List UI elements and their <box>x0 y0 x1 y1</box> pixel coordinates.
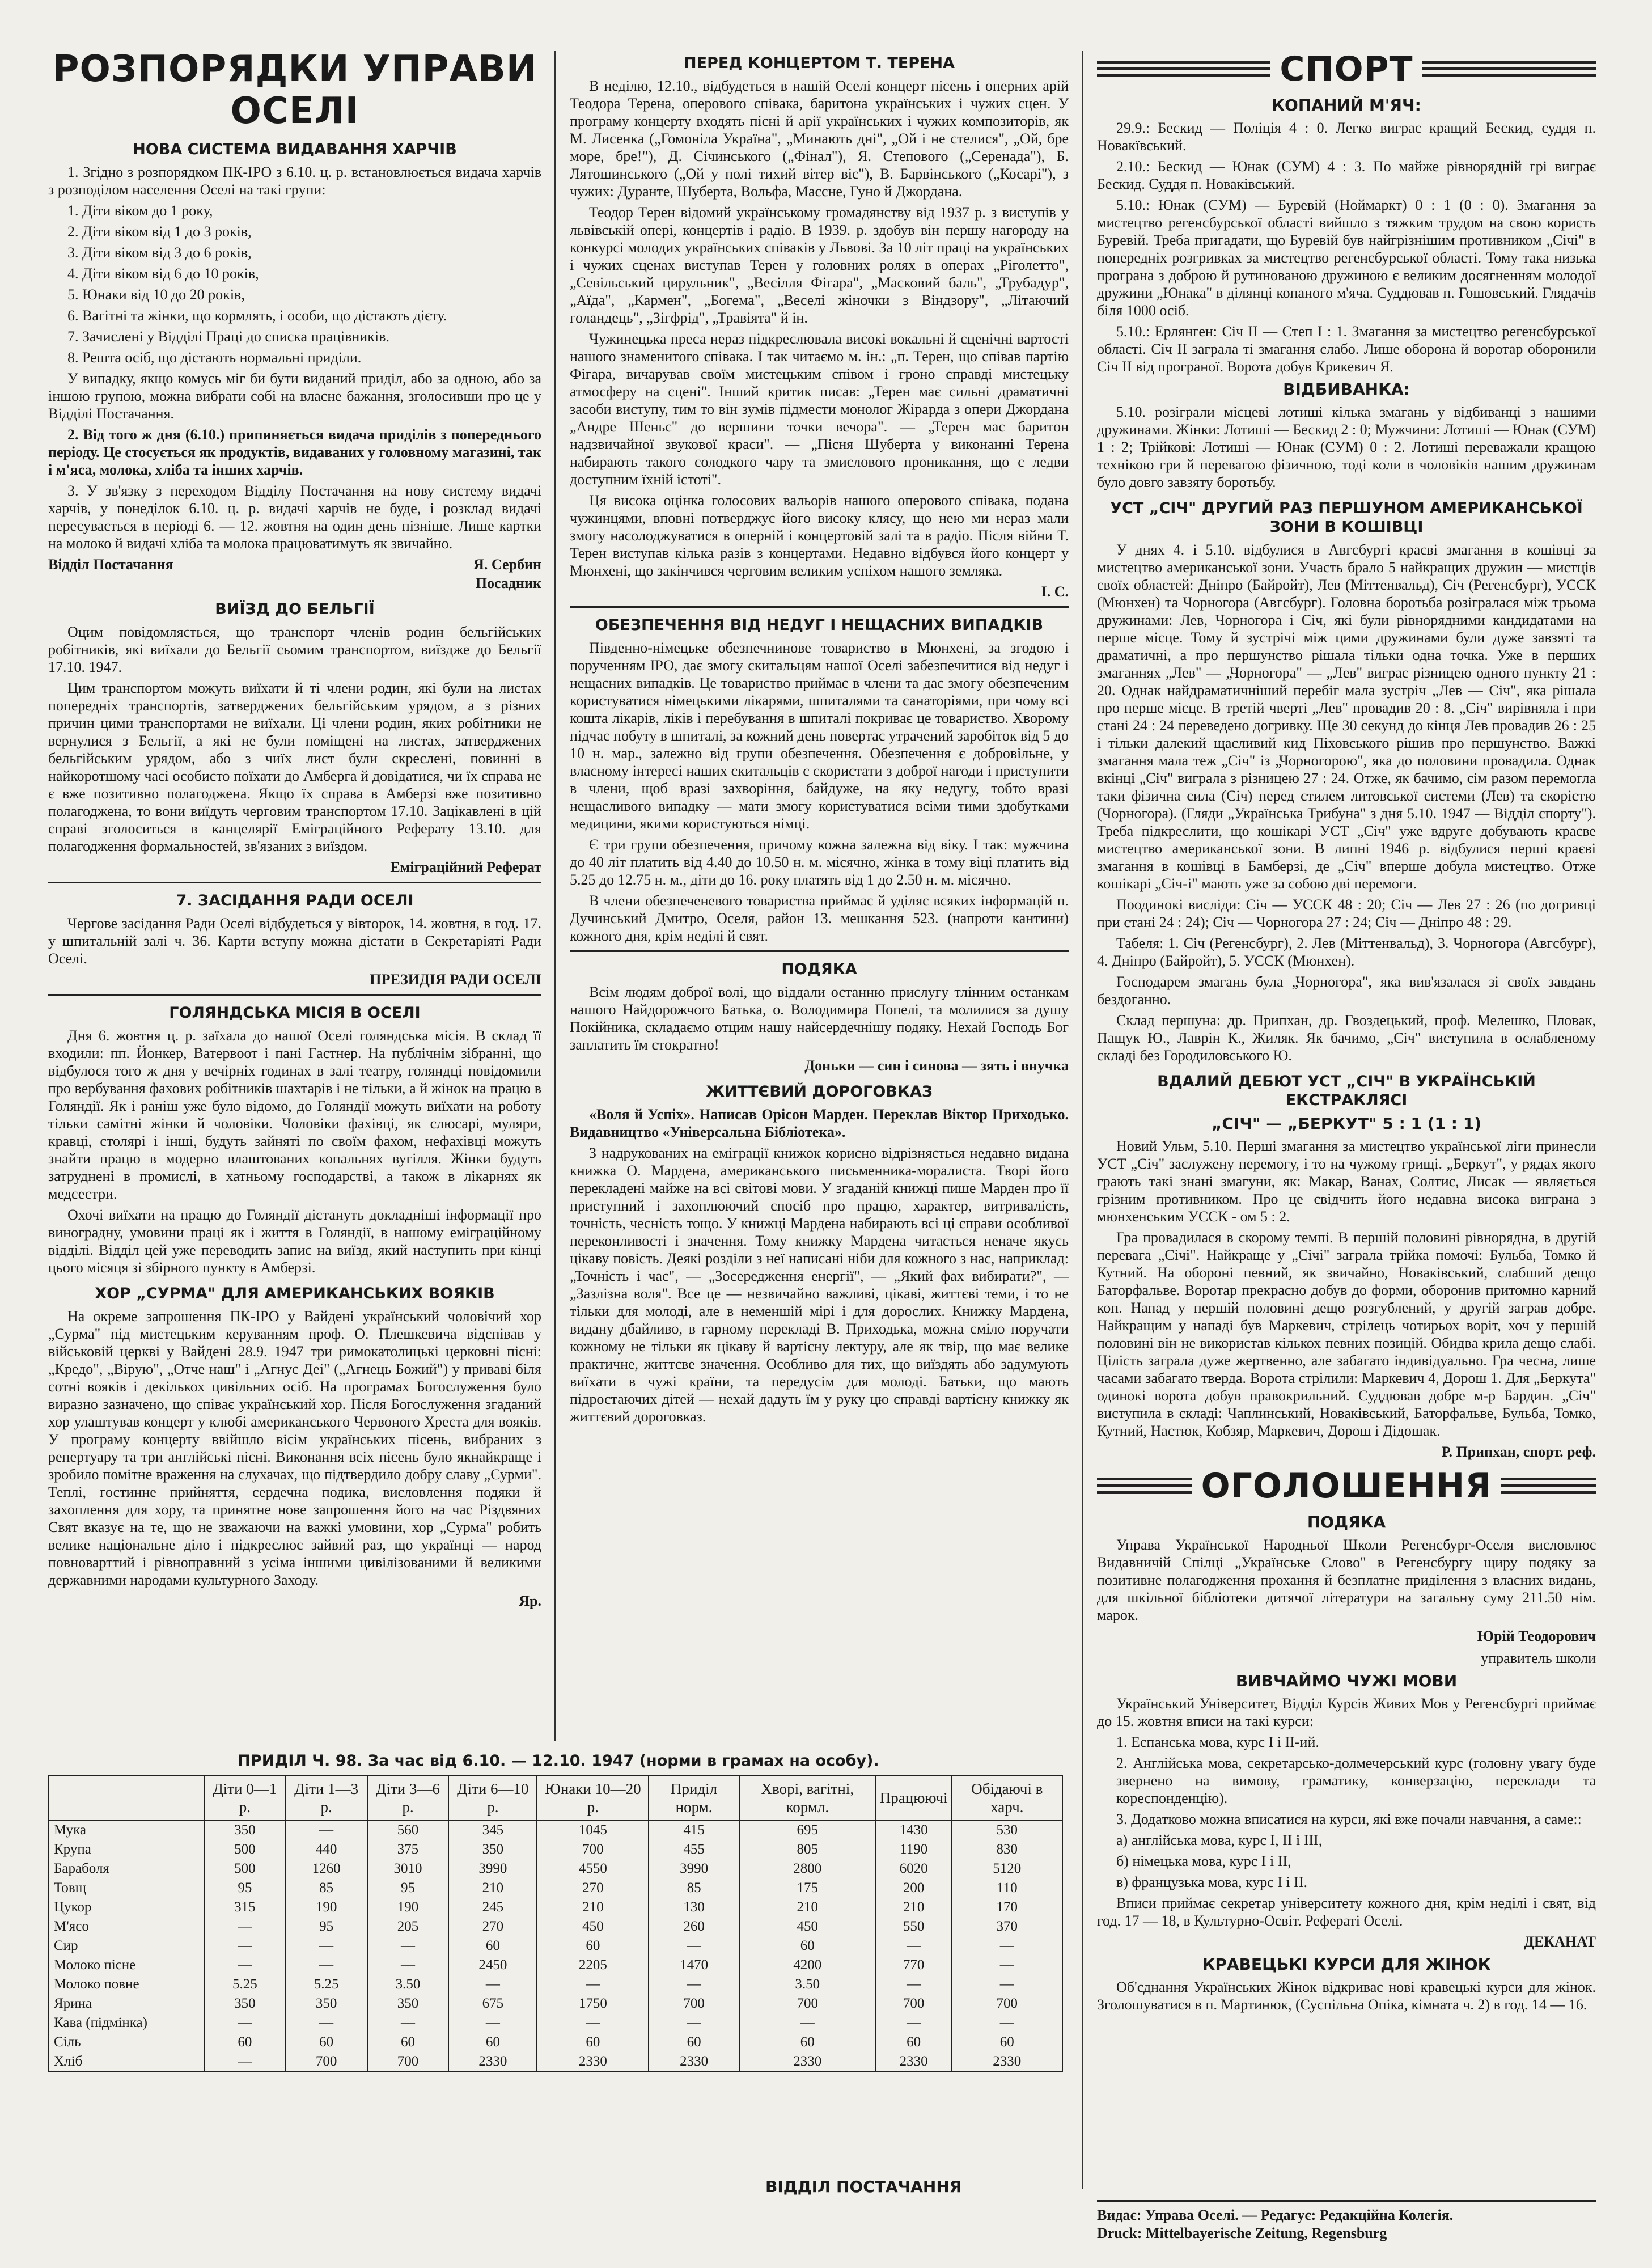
table-cell: 415 <box>649 1820 739 1840</box>
table-cell: 2450 <box>448 1956 537 1975</box>
food-group: 7. Зачислені у Відділі Праці до списка працівників. <box>67 328 389 345</box>
food-group: 5. Юнаки від 10 до 20 років, <box>67 286 245 303</box>
table-row-label: Кава (підмінка) <box>49 2013 204 2033</box>
sport-title: СПОРТ <box>1280 49 1413 89</box>
masthead-title: РОЗПОРЯДКИ УПРАВИ ОСЕЛІ <box>52 48 537 132</box>
table-cell: 95 <box>367 1878 449 1898</box>
table-cell: 350 <box>448 1840 537 1859</box>
table-cell: — <box>876 2013 952 2033</box>
table-cell: 450 <box>739 1917 876 1936</box>
table-cell: 350 <box>286 1994 367 2013</box>
table-header: Обідаючі в харч. <box>952 1776 1062 1820</box>
table-cell: 675 <box>448 1994 537 2013</box>
printer-line: Druck: Mittelbayerische Zeitung, Regensburg <box>1097 2225 1387 2241</box>
table-cell: 700 <box>952 1994 1062 2013</box>
table-cell: 210 <box>739 1898 876 1917</box>
table-cell: 190 <box>286 1898 367 1917</box>
dutch-paragraph: Охочі виїхати на працю до Голяндії дістануть докладніші інформації про виноградну, умовини праці як і життя в Голяндії, в нашому еміграційному відділі. Відділ цей уже переводить запис на виїзд, який наступить при кінці цього місяця зі збірного пункту в Амберзі. <box>48 1207 541 1276</box>
languages-paragraph: Вписи приймає секретар університету кожного дня, крім неділі і свят, від год. 17 — 18, в Культурно-Освіт. Рефераті Оселі. <box>1097 1895 1596 1929</box>
languages-title: ВИВЧАЙМО ЧУЖІ МОВИ <box>1235 1672 1458 1690</box>
table-cell: 695 <box>739 1820 876 1840</box>
table-cell: 5120 <box>952 1859 1062 1878</box>
table-row <box>49 1917 1062 1936</box>
school-signature: Юрій Теодорович <box>1477 1628 1596 1644</box>
school-thanks-title: ПОДЯКА <box>1307 1513 1386 1531</box>
table-row <box>49 1956 1062 1975</box>
table-row <box>49 1975 1062 1994</box>
table-cell: 350 <box>204 1994 286 2013</box>
table-cell: 270 <box>537 1878 649 1898</box>
table-cell: 260 <box>649 1917 739 1936</box>
book-title: ЖИТТЄВИЙ ДОРОГОВКАЗ <box>705 1083 933 1101</box>
table-cell: 2330 <box>448 2052 537 2072</box>
concert-title: ПЕРЕД КОНЦЕРТОМ Т. ТЕРЕНА <box>684 54 955 72</box>
table-cell: 60 <box>286 2033 367 2052</box>
table-cell: 350 <box>204 1820 286 1840</box>
table-row-label: Хліб <box>49 2052 204 2072</box>
table-cell: 60 <box>448 1936 537 1956</box>
concert-paragraph: Чужинецька преса нераз підкреслювала високі вокальні й сценічні вартості нашого знаменитого співака. І так читаємо м. ін.: „п. Терен, що співав партію Фігара, вичарував своїм мистецьким співом і гроно справді мистецьку атмосферу на сцені". Інший критик писав: „Терен має сильні драматичні засоби виступу, тим то він зумів підмести монолог Жірарда з опери Джордана „Андре Шеньє" до вершини точки вечора". — „Терен має баритон надзвичайної звукової краси". — „Пісня Шуберта у виконанні Терена набирають такого солодкого чару та змислового проникання, що є ледви доступним їхній істоті". <box>570 331 1069 488</box>
table-cell: — <box>739 2013 876 2033</box>
belgium-signature: Еміграційний Реферат <box>390 859 541 875</box>
table-cell: — <box>204 1917 286 1936</box>
choir-paragraph: На окреме запрошення ПК-ІРО у Вайдені український чоловічий хор „Сурма" під мистецьким керуванням проф. О. Плешкевича відспівав у військовій церкві у Вайдені 28.9. 1947 три римокатолицькі церковні пісні: „Кредо", „Вірую", „Отче наш" і „Агнус Деі" („Агнець Божий") у приваві біля сотні вояків і декількох цивільних осіб. На програмах Богослуження було виразно зазначено, що співає український хор. Після Богослуження згаданий хор улаштував концерт у клюбі американського Червоного Хреста для вояків. У програму концерту ввійшло вісім українських пісень, вибраних з репертуару та три англійські пісні. Виконання всіх пісень було якнайкраще і зробило помітне враження на слухачах, що підтвердило добру славу „Сурми". Теплі, гостинне прийняття, сердечна подика, висловлення подяки й захоплення для хору, та принятне нове запрошення його на час Різдвяних Свят вказує на те, що не зважаючи на важкі умовини, хор „Сурма" робить велике національне діло і підкреслює зайвий раз, що українці — народ повноварттий і рівноправний з усіма іншими цивілізованими й великими державними народами культурного Заходу. <box>48 1308 541 1588</box>
table-cell: 210 <box>537 1898 649 1917</box>
sich-paragraph: Склад першуна: др. Припхан, др. Гвоздецький, проф. Мелешко, Пловак, Пащук Ю., Лаврін К., Жиляк. Як бачимо, „Січ" виступила в ослабленому складі без Городиловського Ю. <box>1097 1012 1596 1064</box>
table-cell: — <box>952 1975 1062 1994</box>
table-row <box>49 1820 1062 1840</box>
ration-table-body <box>49 1820 1062 2072</box>
divider <box>570 606 1069 608</box>
table-cell: 110 <box>952 1878 1062 1898</box>
insurance-title: ОБЕЗПЕЧЕННЯ ВІД НЕДУГ І НЕЩАСНИХ ВИПАДКІВ <box>595 616 1044 634</box>
concert-signature: І. С. <box>1041 583 1069 600</box>
school-thanks-paragraph: Управа Української Народньої Школи Регенсбург-Оселя висловлює Видавничій Спілці „Українське Слово" в Регенсбургу щиру подяку за позитивне полагодження прохання й безплатне приділення з власних видань, для шкільної бібліотеки дитячої літератури на загальну суму 211.50 нім. марок. <box>1097 1537 1596 1623</box>
table-cell: 2205 <box>537 1956 649 1975</box>
table-cell: — <box>952 1936 1062 1956</box>
thanks-title: ПОДЯКА <box>781 960 857 978</box>
table-cell: 5.25 <box>286 1975 367 1994</box>
thanks-signature: Доньки — син і синова — зять і внучка <box>804 1057 1069 1074</box>
table-cell: 770 <box>876 1956 952 1975</box>
table-cell: — <box>204 1956 286 1975</box>
table-cell: 205 <box>367 1917 449 1936</box>
food-group: 3. Діти віком від 3 до 6 років, <box>67 244 252 261</box>
football-result: 5.10.: Ерлянген: Січ II — Степ I : 1. Змагання за мистецтво регенсбурської області. Січ II заграла ті змагання слабо. Лише оборона й воротар оборонили Січ II від програної. Ворота добув Крикевич Я. <box>1097 323 1596 375</box>
language-course: 1. Еспанська мова, курс I і II-ий. <box>1116 1734 1319 1750</box>
publisher-line: Видає: Управа Оселі. — Редагує: Редакційна Колегія. <box>1097 2207 1454 2223</box>
sich-paragraph: Поодинокі висліди: Січ — УССК 48 : 20; Січ — Лев 27 : 26 (по догривці при стані 24 : 24); Січ — Чорногора 27 : 24; Січ — Дніпро 48 : 29. <box>1097 896 1596 930</box>
column-divider <box>1082 51 1083 2189</box>
table-row-label: Ярина <box>49 1994 204 2013</box>
column-left <box>48 48 541 1614</box>
food-title: НОВА СИСТЕМА ВИДАВАННЯ ХАРЧІВ <box>133 141 457 158</box>
table-cell: 85 <box>649 1878 739 1898</box>
table-cell: 440 <box>286 1840 367 1859</box>
sich-paragraph: Господарем змагань була „Чорногора", яка вив'язалася зі своїх завдань бездоганно. <box>1097 974 1596 1008</box>
table-cell: 6020 <box>876 1859 952 1878</box>
table-row-label: Мука <box>49 1820 204 1840</box>
food-signature-title: Посадник <box>475 575 541 591</box>
food-group: 6. Вагітні та жінки, що кормлять, і особи, що дістають дієту. <box>67 307 447 324</box>
table-cell: 60 <box>448 2033 537 2052</box>
food-groups <box>48 202 541 366</box>
volleyball-paragraph: 5.10. розіграли місцеві лотиші кілька змагань у відбиванці з нашими дружинами. Жінки: Лотиші — Бескид 2 : 0; Мужчини: Лотиші — Юнак (СУМ) 1 : 2; Трійкові: Лотиші — Юнак (СУМ) 0 : 2. Лотиші переважали кращою технікою гри й перевагою фізичною, тоді коли в чоловіків нашим дружинам було довго завзяту боротьбу. <box>1097 404 1596 490</box>
table-cell: 2330 <box>649 2052 739 2072</box>
language-course: б) німецька мова, курс I і II, <box>1116 1853 1291 1869</box>
table-cell: 2330 <box>876 2052 952 2072</box>
table-row <box>49 2033 1062 2052</box>
council-title: 7. ЗАСІДАННЯ РАДИ ОСЕЛІ <box>176 892 414 909</box>
table-row <box>49 1936 1062 1956</box>
table-cell: 700 <box>537 1840 649 1859</box>
table-row <box>49 1994 1062 2013</box>
insurance-paragraph: Південно-німецьке обезпечнинове товариство в Мюнхені, за згодою і порученням ІРО, дає змогу скитальцям нашої Оселі забезпечитися від недуг і нещасних випадків. Це товариство приймає в члени та дає змогу обезпеченим користуватися німецькими лікарями, шпиталями та санаторіями, при чому всі кошта лікарів, ліків і перебування в шпиталі покриває це товариство. Хворому підчас побуту в шпиталі, за кожний день повертає утрачений заробіток від 5 до 10 н. мар., залежно від групи обезпечення. Обезпечення є добровільне, у власному інтересі наших скитальців є скористати з доброї нагоди і приступити в члени, щоб вразі захворіння, байдуже, на яку недугу, тобто вразі нещасливого випадку — мати змогу користуватися всіми тими здобутками медицини, якими користуються німці. <box>570 640 1069 832</box>
food-intro: 1. Згідно з розпорядком ПК-ІРО з 6.10. ц. р. встановлюється видача харчів з розподілом населення Оселі на такі групи: <box>48 164 541 198</box>
publisher-footer <box>1097 2200 1596 2242</box>
table-cell: 455 <box>649 1840 739 1859</box>
table-cell: 2800 <box>739 1859 876 1878</box>
belgium-title: ВИЇЗД ДО БЕЛЬГІЇ <box>215 600 375 618</box>
table-cell: 60 <box>537 1936 649 1956</box>
table-row-label: Сіль <box>49 2033 204 2052</box>
table-cell: — <box>537 1975 649 1994</box>
language-course: в) французька мова, курс I і II. <box>1116 1874 1307 1890</box>
divider <box>48 994 541 996</box>
table-header: Діти 6—10 р. <box>448 1776 537 1820</box>
table-cell: 60 <box>876 2033 952 2052</box>
table-cell: — <box>649 1975 739 1994</box>
insurance-paragraph: Є три групи обезпечення, причому кожна залежна від віку. І так: мужчина до 40 літ платить від 4.40 до 10.50 н. м. місячно, жінка в тому віці платить від 5.25 до 12.75 н. м., діти до 16. року платять від 1 до 2.50 н. м. місячно. <box>570 836 1069 888</box>
ads-header <box>1097 1465 1596 1507</box>
table-cell: 700 <box>739 1994 876 2013</box>
tailor-title: КРАВЕЦЬКІ КУРСИ ДЛЯ ЖІНОК <box>1202 1955 1491 1974</box>
table-cell: 1750 <box>537 1994 649 2013</box>
table-cell: 345 <box>448 1820 537 1840</box>
table-cell: — <box>367 1936 449 1956</box>
table-cell: 95 <box>204 1878 286 1898</box>
table-row-label: Товщ <box>49 1878 204 1898</box>
school-signature-title: управитель школи <box>1481 1650 1596 1666</box>
table-cell: — <box>537 2013 649 2033</box>
book-paragraph: З надрукованих на еміграції книжок корисно відрізняється недавно видана книжка О. Мардена, американського письменника-моралиста. Творі його перекладені майже на всі світові мови. У згаданій книжці пише Марден про її приступний і захоплюючий спосіб про працю, характер, витривалість, точність, чесність тощо. У книжці Мардена набирають всі ці справи особливої переконливості і значення. Тому книжку Мардена читається неначе якусь цікаву повість. Деякі розділи з неї написані ніби для кожного з нас, наприклад: „Точність і час", — „Зосередження енергії", — „Який фах вибирати?", — „Зазлізна воля". Все це — незвичайно важливі, цікаві, життєві теми, і то не тільки для молоді, але в неменшій мірі і для дорослих. Книжку Мардена, видану дбайливо, в гарному перекладі В. Приходька, можна сміло поручати кожному не тільки як цікаву й вартісну лектуру, але як твір, що має велике практичне, життєве значення. Особливо для тих, що виїздять або задумують виїхати в чужі країни, та передусім для молоді. Батьки, що мають підростаючих дітей — нехай дадуть їм у руку цю справді вартісну книжку як життєвий дороговказ. <box>570 1145 1069 1425</box>
berkut-paragraph: Гра провадилася в скорому темпі. В першій половині рівнорядна, в другій перевага „Січі". Найкраще у „Січі" заграла трійка помочі: Бульба, Томко й Кутний. На обороні певний, як звичайно, Новаківський, слабший дещо Баторфальве. Воротар прекрасно добув до форми, оборонив притомно карний коп. Напад у першій половині дещо розгублений, у другій заграв добре. Найкращим у нападі був Маркевич, стрілець чотирьох воріт, хоч у першій половині він не використав кількох певних позицій. Обидва крила дещо слабі. Цілість заграла дуже жертвенно, але забагато індивідуально. Гра чесна, лише часами забагато тверда. Ворота стрілили: Маркевич 4, Дорош 1. Для „Беркута" одинокі ворота добув правокрильний. Суддював добре м-р Бардин. „Січ" виступила в складі: Чаплинський, Новаківський, Баторфальве, Бульба, Томко, Кутний, Настюк, Кобзяр, Маркевич, Дорош і Дідошак. <box>1097 1229 1596 1439</box>
volleyball-title: ВІДБИВАНКА: <box>1283 380 1410 399</box>
table-cell: 85 <box>286 1878 367 1898</box>
football-result: 2.10.: Бескид — Юнак (СУМ) 4 : 3. По майже рівнорядній грі виграє Бескид. Суддя п. Новаківський. <box>1097 158 1596 192</box>
table-row <box>49 1859 1062 1878</box>
table-cell: 270 <box>448 1917 537 1936</box>
language-course: а) англійська мова, курс I, II і III, <box>1116 1832 1323 1848</box>
table-cell: 210 <box>876 1898 952 1917</box>
table-row <box>49 1898 1062 1917</box>
insurance-paragraph: В члени обезпеченевого товариства приймає й уділяє всяких інформацій п. Дучинський Дмитро, Оселя, район 13. мешкання 523. (напроти кантини) кожного дня, крім неділі й свят. <box>570 892 1069 944</box>
council-paragraph: Чергове засідання Ради Оселі відбудеться у вівторок, 14. жовтня, в год. 17. у шпитальній залі ч. 36. Карти вступу можна дістати в Секретаріяті Ради Оселі. <box>48 915 541 967</box>
ration-table-title: ПРИДІЛ Ч. 98. За час від 6.10. — 12.10. 1947 (норми в грамах на особу). <box>238 1752 879 1770</box>
table-header: Діти 1—3 р. <box>286 1776 367 1820</box>
table-cell: — <box>367 1956 449 1975</box>
table-row <box>49 2052 1062 2072</box>
table-cell: — <box>204 1936 286 1956</box>
table-cell: 2330 <box>739 2052 876 2072</box>
table-cell: 4200 <box>739 1956 876 1975</box>
table-cell: 350 <box>367 1994 449 2013</box>
column-right <box>1097 48 1596 2017</box>
table-cell: 3990 <box>649 1859 739 1878</box>
food-group: 2. Діти віком від 1 до 3 років, <box>67 223 252 240</box>
food-paragraph: У випадку, якщо комусь міг би бути виданий приділ, або за одною, або за іншою групою, можна вибрати собі на власне бажання, зголосивши про це у Відділі Постачання. <box>48 370 541 422</box>
table-cell: 700 <box>286 2052 367 2072</box>
table-header: Юнаки 10—20 р. <box>537 1776 649 1820</box>
table-row-label: Бараболя <box>49 1859 204 1878</box>
council-signature: ПРЕЗИДІЯ РАДИ ОСЕЛІ <box>370 971 541 988</box>
food-group: 1. Діти віком до 1 року, <box>67 202 213 219</box>
table-header <box>49 1776 204 1820</box>
table-cell: 190 <box>367 1898 449 1917</box>
food-paragraph: 3. У зв'язку з переходом Відділу Постачання на нову систему видачі харчів, у понеділок 6.10. ц. р. видачі харчів не буде, і розклад видачі пересувається в періоді 6. — 12. жовтня на один день пізніше. Лише картки на молоко й видачі хліба та молока працюватимуть як звичайно. <box>48 483 541 552</box>
choir-signature: Яр. <box>519 1593 541 1609</box>
divider <box>570 950 1069 952</box>
table-cell: 700 <box>876 1994 952 2013</box>
table-cell: 60 <box>739 2033 876 2052</box>
table-cell: 3990 <box>448 1859 537 1878</box>
table-row-label: Крупа <box>49 1840 204 1859</box>
table-cell: — <box>952 1956 1062 1975</box>
sport-header <box>1097 48 1596 90</box>
table-cell: 2330 <box>952 2052 1062 2072</box>
tailor-paragraph: Об'єднання Українських Жінок відкриває нові кравецькі курси для жінок. Зголошуватися в п. Мартинюк, (Суспільна Опіка, кімната ч. 2) в год. 14 — 16. <box>1097 1979 1596 2013</box>
concert-paragraph: Ця висока оцінка голосових вальорів нашого оперового співака, подана чужинцями, вповні потверджує його високу клясу, що нею ми нераз мали змогу насолоджуватися в оперній і концертовій залі та в радіо. Після війни Т. Терен виступав кілька разів з концертами. Недавно відбувся його концерт у Мюнхені, що закінчився черговим великим успіхом нашого земляка. <box>570 492 1069 579</box>
berkut-signature: Р. Припхан, спорт. реф. <box>1441 1444 1596 1460</box>
sich-title: УСТ „СІЧ" ДРУГИЙ РАЗ ПЕРШУНОМ АМЕРИКАНСЬКОЇ ЗОНИ В КОШІВЦІ <box>1110 500 1583 536</box>
table-cell: 2330 <box>537 2052 649 2072</box>
football-result: 5.10.: Юнак (СУМ) — Буревій (Ноймаркт) 0 : 1 (0 : 0). Змагання за мистецтво регенсбурської області вийшло з тяжким трудом на свою користь Буревій. Треба пригадати, що Буревій був найгрізнішим противником „Січі" в попередніх розгривках за мистецтво регенсбурської області. Тому така низька програна з доброю й рутинованою дружиною є великим досягненням молодої дружини „Юнака" в ділянці копаного м'яча. Суддював п. Гошовський. Глядачів біля 1000 осіб. <box>1097 197 1596 319</box>
table-cell: 95 <box>286 1917 367 1936</box>
table-cell: — <box>367 2013 449 2033</box>
table-cell: 550 <box>876 1917 952 1936</box>
food-group: 8. Решта осіб, що дістають нормальні приділи. <box>67 349 362 366</box>
ration-table-signature: ВІДДІЛ ПОСТАЧАННЯ <box>765 2177 962 2196</box>
sich-paragraph: Табеля: 1. Січ (Регенсбург), 2. Лев (Міттенвальд), 3. Чорногора (Авгсбург), 4. Дніпро (Байройт), 5. УССК (Мюнхен). <box>1097 935 1596 969</box>
dutch-title: ГОЛЯНДСЬКА МІСІЯ В ОСЕЛІ <box>169 1004 421 1022</box>
table-header: Хворі, вагітні, кормл. <box>739 1776 876 1820</box>
table-cell: 60 <box>649 2033 739 2052</box>
berkut-score: „СІЧ" — „БЕРКУТ" 5 : 1 (1 : 1) <box>1211 1114 1482 1133</box>
book-paragraph: «Воля й Успіх». Написав Орісон Марден. Переклав Віктор Приходько. Видавництво «Універсальна Бібліотека». <box>570 1106 1069 1140</box>
table-row-label: Молоко пісне <box>49 1956 204 1975</box>
table-cell: 370 <box>952 1917 1062 1936</box>
header-rule-decoration <box>1501 1478 1596 1495</box>
table-cell: — <box>204 2052 286 2072</box>
header-rule-decoration <box>1097 61 1270 78</box>
ration-table-section <box>48 1752 1069 2072</box>
table-cell: — <box>876 1936 952 1956</box>
table-cell: 500 <box>204 1840 286 1859</box>
table-cell: 3.50 <box>739 1975 876 1994</box>
table-cell: 60 <box>367 2033 449 2052</box>
table-row <box>49 1878 1062 1898</box>
table-cell: 700 <box>367 2052 449 2072</box>
table-cell: 830 <box>952 1840 1062 1859</box>
table-cell: — <box>649 2013 739 2033</box>
table-header-row <box>49 1776 1062 1820</box>
column-divider <box>554 51 556 1741</box>
table-row-label: Сир <box>49 1936 204 1956</box>
table-cell: 375 <box>367 1840 449 1859</box>
choir-title: ХОР „СУРМА" ДЛЯ АМЕРИКАНСЬКИХ ВОЯКІВ <box>95 1285 495 1302</box>
table-header: Приділ норм. <box>649 1776 739 1820</box>
table-cell: 500 <box>204 1859 286 1878</box>
concert-paragraph: Теодор Терен відомий українському громадянству від 1937 р. з виступів у львівській опері, концертів і радіо. В 1939. р. здобув він першу нагороду на конкурсі молодих українських співаків у Львові. За 10 літ праці на українських і чужих сценах виступав Терен у головних ролях в операх „Ріголетто", „Севільський цирульник", „Весілля Фігара", „Масковий баль", „Трубадур", „Аїда", „Кармен", „Богема", „Веселі жіночки з Віндзору", „Літаючий голандець", „Зігфрід", „Травіята" й ін. <box>570 204 1069 326</box>
language-course: 2. Англійська мова, секретарсько-долмечерський курс (головну увагу буде звернено на вимову, граматику, конверзацію, переклади та кореспонденцію). <box>1116 1755 1596 1806</box>
languages-signature: ДЕКАНАТ <box>1524 1933 1596 1950</box>
table-cell: 805 <box>739 1840 876 1859</box>
table-cell: 175 <box>739 1878 876 1898</box>
football-title: КОПАНИЙ М'ЯЧ: <box>1272 96 1421 115</box>
food-paragraph: 2. Від того ж дня (6.10.) припиняється видача приділів з попереднього періоду. Це стосується як продуктів, видаваних у головному магазині, так і м'яса, молока, хліба та інших харчів. <box>48 426 541 478</box>
table-cell: — <box>204 2013 286 2033</box>
table-cell: 1045 <box>537 1820 649 1840</box>
berkut-paragraph: Новий Ульм, 5.10. Перші змагання за мистецтво української ліги принесли УСТ „Січ" заслужену перемогу, і то на чужому грищі. „Беркут", у рядах якого грають такі знані змагуни, як: Макар, Ванах, Солтис, Лисак — являється грізним противником. Про це свідчить його недавна висока виграна з мюнхенським УССК - ом 5 : 2. <box>1097 1138 1596 1225</box>
table-cell: — <box>952 2013 1062 2033</box>
table-cell: — <box>286 1820 367 1840</box>
table-cell: 1190 <box>876 1840 952 1859</box>
table-cell: 4550 <box>537 1859 649 1878</box>
table-cell: — <box>649 1936 739 1956</box>
dutch-paragraph: Дня 6. жовтня ц. р. заїхала до нашої Оселі голяндська місія. В склад її входили: пп. Йонкер, Ватервоот і пані Гастнер. На публічнім зібранні, що відбулося того ж дня у вечірніх годинах в залі театру, голяндці повідомили про вербування фахових робітників шахтарів і не тільки, а й жінок на працю в Голяндії. Як і раніш уже було відомо, до Голяндії можуть виїхати на роботу тільки самітні жінки й чоловіки. Чоловіки фахівці, як слюсарі, муляри, кравці, столярі і інші, будуть зайняті по своїм фахом, нефахівці можуть знайти працю в модерно влаштованих копальнях вугілля. Жінки будуть затруднені в промислі, в хатньому господарстві, а також в лікарнях як медсестри. <box>48 1027 541 1202</box>
concert-paragraph: В неділю, 12.10., відбудеться в нашій Оселі концерт пісень і оперних арій Теодора Терена, оперового співака, баритона українських і чужих сцен. У програму концерту входять пісні й арії українських і чужих композиторів, як М. Лисенка („Гомоніла Україна", „Минають дні", „Ой і не стелися", „Ой, бре море, бре!"), Д. Січинського („Фінал"), Я. Степового („Серенада"), Б. Лятошинського („Ой у полі тихий вітер віє"), В. Барвінського („Косарі"), з чужих: Дуранте, Шуберта, Вольфа, Массне, Гуно й Джордана. <box>570 78 1069 200</box>
table-row-label: Молоко повне <box>49 1975 204 1994</box>
table-cell: 3010 <box>367 1859 449 1878</box>
table-cell: 560 <box>367 1820 449 1840</box>
table-row <box>49 1840 1062 1859</box>
table-cell: 60 <box>204 2033 286 2052</box>
sich-paragraph: У днях 4. і 5.10. відбулися в Авгсбургі краєві змагання в кошівці за мистецтво американської зони. Участь брало 5 найкращих дружин — мистців своїх областей: Дніпро (Байройт), Лев (Міттенвальд), Січ (Регенсбург), УССК (Мюнхен) та Чорногора (Авгсбург). Головна боротьба розігралася між трьома дружинами: Лев, Чорногора і Січ, які були рівнорядними кандидатами на перше місце. Тому й зустрічі між цими дружинами були дуже завзяті та драматичні, а про першунство рішала тільки одна точка. Уже в перших змаганнях „Лев" — „Чорногора" — „Лев" виграє різницею одного пункту 21 : 20. Однак найдраматичніший перебіг мала зустріч „Лев — Січ", яка рішала про перше місце. В третій чверті „Лев" провадив 20 : 8. „Січ" вирівняла і при стані 24 : 24 переведено догривку. Ще 30 секунд до кінця Лев провадив 26 : 25 і тільки далекий щасливий кид Піховського рішив про першунство. Важкі змагання мала теж „Січ" із „Чорногорою", яка до половини провадила. Однак вкінці „Січ" виграла з різницею 27 : 24. Отже, як бачимо, сім разом перемогла таки фізична сила (Січ) перед стилем литовської системи (Лев) та скорістю (Чорногора). (Гляди „Українська Трибуна" з дня 5.10. 1947 — Відділ спорту"). Треба підкреслити, що кошікарі УСТ „Січ" уже вдруге добувають краєве мистецтво американської зони. В липні 1946 р. відбулися перші краєві змагання в кошівці в Бамберзі, де „Січ" вперше добула мистецтво. Отже кошікарі „Січ-і" мають уже за собою дві перемоги. <box>1097 541 1596 892</box>
header-rule-decoration <box>1422 61 1596 78</box>
table-header: Діти 0—1 р. <box>204 1776 286 1820</box>
table-cell: 130 <box>649 1898 739 1917</box>
column-middle <box>570 48 1069 1429</box>
berkut-title: ВДАЛИЙ ДЕБЮТ УСТ „СІЧ" В УКРАЇНСЬКІЙ ЕКСТРАКЛЯСІ <box>1157 1073 1536 1109</box>
table-cell: — <box>448 2013 537 2033</box>
table-cell: 700 <box>649 1994 739 2013</box>
languages-paragraph: Український Університет, Відділ Курсів Живих Мов у Регенсбургі приймає до 15. жовтня вписи на такі курси: <box>1097 1695 1596 1729</box>
divider <box>48 882 541 883</box>
table-cell: 3.50 <box>367 1975 449 1994</box>
table-cell: — <box>286 1936 367 1956</box>
table-cell: 200 <box>876 1878 952 1898</box>
table-row-label: М'ясо <box>49 1917 204 1936</box>
belgium-paragraph: Цим транспортом можуть виїхати й ті члени родин, які були на листах попередніх транспортів, затверджених бельгійським урядом, а з різних причин цими транспортами не виїхали. Ці члени родин, яких робітники не вернулися з Бельгії, а які не були поміщені на листах, затверджених бельгійським урядом, або з чиїх лист були скреслені, повинні в найкоротшому часі особисто поїхати до Амберга й довідатися, чи їх справа не є вже позитивно полагоджена. Якщо їх справа в Амберзі вже позитивно полагоджена, то вони виїдуть черговим транспортом 17.10. Зацікавлені в цій справі зголоситься в канцелярії Еміграційного Реферату 13.10. для полагодження формальностей, зв'язаних з виїздом. <box>48 680 541 854</box>
table-cell: 1470 <box>649 1956 739 1975</box>
table-header: Діти 3—6 р. <box>367 1776 449 1820</box>
table-cell: — <box>286 2013 367 2033</box>
table-cell: 315 <box>204 1898 286 1917</box>
table-row <box>49 2013 1062 2033</box>
food-group: 4. Діти віком від 6 до 10 років, <box>67 265 259 282</box>
language-course: 3. Додатково можна вписатися на курси, які вже почали навчання, а саме:: <box>1116 1811 1582 1827</box>
table-cell: — <box>286 1956 367 1975</box>
table-cell: — <box>448 1975 537 1994</box>
belgium-paragraph: Оцим повідомляється, що транспорт членів родин бельгійських робітників, які виїхали до Бельгії сьомим транспортом, виїздже до Бельгії 17.10. 1947. <box>48 624 541 675</box>
table-cell: 245 <box>448 1898 537 1917</box>
table-header: Працюючі <box>876 1776 952 1820</box>
table-cell: 170 <box>952 1898 1062 1917</box>
table-cell: 1430 <box>876 1820 952 1840</box>
table-cell: 530 <box>952 1820 1062 1840</box>
table-cell: 60 <box>952 2033 1062 2052</box>
table-cell: 450 <box>537 1917 649 1936</box>
table-cell: 210 <box>448 1878 537 1898</box>
ration-table <box>48 1775 1063 2072</box>
table-cell: 60 <box>739 1936 876 1956</box>
header-rule-decoration <box>1097 1478 1192 1495</box>
table-cell: 1260 <box>286 1859 367 1878</box>
food-signature: Відділ Постачання Я. Сербин <box>48 556 541 573</box>
table-cell: — <box>876 1975 952 1994</box>
thanks-paragraph: Всім людям доброї волі, що віддали останню прислугу тлінним останкам нашого Найдорожчого Батька, о. Володимира Попелі, та молилися за душу Покійника, складаємо отцим нашу найсердечнішу подяку. Нехай Господь Бог заплатить їм стократно! <box>570 984 1069 1053</box>
table-row-label: Цукор <box>49 1898 204 1917</box>
table-cell: 60 <box>537 2033 649 2052</box>
languages-list <box>1097 1733 1596 1891</box>
football-result: 29.9.: Бескид — Поліція 4 : 0. Легко виграє кращий Бескид, суддя п. Новакївський. <box>1097 120 1596 154</box>
ads-title: ОГОЛОШЕННЯ <box>1201 1466 1492 1506</box>
table-cell: 5.25 <box>204 1975 286 1994</box>
